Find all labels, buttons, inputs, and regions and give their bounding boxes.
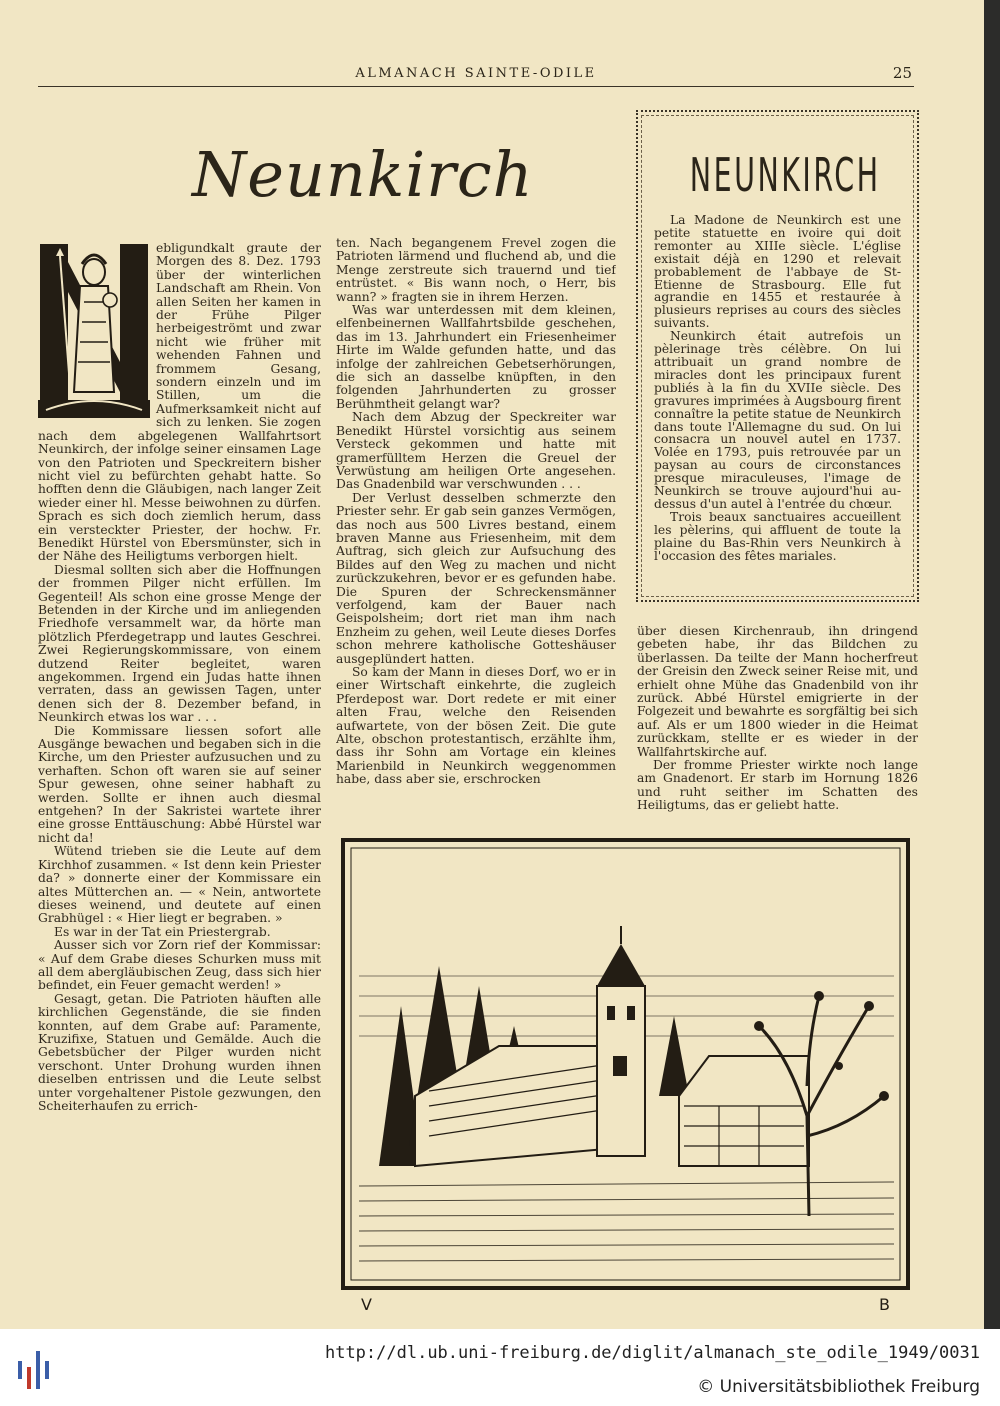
page-number: 25	[892, 64, 912, 82]
book-binding-edge	[984, 0, 1000, 1329]
paragraph: Die Kommissare liessen sofort alle Ausgänge bewachen und begaben sich in die Kirche, um den Priester aufzusuchen und zu verhaften. Schon oft waren sie auf seiner Spur gewesen, ohne seiner habhaft zu werden. Sollte er ihnen auch diesmal entgehen? In der Sakristei wartete ihrer eine grosse Enttäuschung: Abbé Hürstel war nicht da!	[38, 723, 321, 845]
paragraph: So kam der Mann in dieses Dorf, wo er in einer Wirtschaft einkehrte, die zugleich Pferdepost war. Dort redete er mit einer alten Frau, welche den Reisenden aufwartete, von der bösen Zeit. Die gute Alte, obschon protestantisch, erzählte ihm, dass ihr Sohn am Vortage ein kleines Marienbild in Neunkirch weggenommen habe, dass aber sie, erschrocken	[336, 665, 616, 787]
article-title: Neunkirch	[192, 138, 534, 211]
sidebar-box	[636, 110, 919, 602]
paragraph: Der Verlust desselben schmerzte den Priester sehr. Er gab sein ganzes Vermögen, das noch aus 500 Livres bestand, einem braven Manne aus Friesenheim, mit dem Auftrag, sich gleich zur Aufsuchung des Bildes auf den Weg zu machen und nicht zurückzukehren, bevor er es gefunden habe. Die Spuren der Schreckensmänner verfolgend, kam der Bauer nach Geispolsheim; dort riet man ihm nach Enzheim zu gehen, weil Leute dieses Dorfes schon mehrere katholische Gotteshäuser ausgeplündert hatten.	[336, 490, 616, 666]
box-paragraph: La Madone de Neunkirch est une petite statuette en ivoire qui doit remonter au XIIIe siècle. L'église existait déjà en 1290 et relevait probablement de l'abbaye de St-Etienne de Strasbourg. Elle fut agrandie en 1455 et restaurée à plusieurs reprises au cours des siècles suivants.	[654, 214, 901, 331]
box-paragraph: Neunkirch était autrefois un pèlerinage très célèbre. On lui attribuait un grand nombre de miracles dont les principaux furent publiés à la fin du XVIIe siècle. Des gravures imprimées à Augsbourg firent connaître la petite statue de Neunkirch dans toute l'Allemagne du sud. On lui consacra un nouvel autel en 1737. Volée en 1793, puis retrouvée par un paysan au cours de circonstances presque miraculeuses, l'image de Neunkirch se trouve aujourd'hui au-dessus d'un autel à l'entrée du chœur.	[654, 329, 901, 511]
article-column-3	[637, 625, 918, 820]
church-woodcut-illustration	[339, 836, 912, 1319]
box-paragraph: Trois beaux sanctuaires accueillent les pèlerins, qui affluent de toute la plaine du Bas-Rhin vers Neunkirch à l'occasion des fêtes mariales.	[654, 509, 901, 563]
artist-initial-right: B	[879, 1295, 890, 1314]
paragraph: ebligundkalt graute der Morgen des 8. Dez. 1793 über der winterlichen Landschaft am Rhein. Von allen Seiten her kamen in der Frühe Pilger herbeigeströmt und zwar nicht wie früher mit wehenden Fahnen und frommem Gesang, sondern einzeln und im Stillen, um die Aufmerksamkeit nicht auf sich zu lenken. Sie zogen nach dem abgelegenen Wallfahrtsort Neunkirch, der infolge seiner einsamen Lage von den Patrioten und Speckreitern bisher nicht viel zu befürchten gehabt hatte. So hofften denn die Gläubigen, nach langer Zeit wieder einer hl. Messe beiwohnen zu dürfen. Sprach es sich doch ziemlich herum, dass ein versteckter Priester, der hochw. Fr. Benedikt Hürstel von Ebersmünster, sich in der Nähe des Heiligtums verborgen hielt.	[38, 242, 321, 564]
paragraph: Ausser sich vor Zorn rief der Kommissar: « Auf dem Grabe dieses Schurken muss mit all dem abergläubischen Zeug, dass sich hier befindet, ein Feuer gemacht werden! »	[38, 938, 321, 993]
library-logo	[16, 1343, 56, 1393]
paragraph: Nach dem Abzug der Speckreiter war Benedikt Hürstel vorsichtig aus seinem Versteck gekommen und hatte mit gramerfülltem Herzen die Greuel der Verwüstung am heiligen Orte angesehen. Das Gnadenbild war verschwunden . . .	[336, 410, 616, 492]
paragraph: Es war in der Tat ein Priestergrab.	[54, 924, 271, 939]
running-header	[38, 64, 914, 87]
paragraph: über diesen Kirchenraub, ihn dringend gebeten habe, ihr das Bildchen zu überlassen. Da teilte der Mann hocherfreut der Greisin den Zweck seiner Reise mit, und erhielt ohne Mühe das Gnadenbild von ihr zurück. Abbé Hürstel emigrierte in der Folgezeit und bewahrte es sorgfältig bei sich auf. Als er um 1800 wieder in die Heimat zurückkam, stellte er es wieder in der Wallfahrtskirche auf.	[637, 625, 918, 759]
paragraph: Der fromme Priester wirkte noch lange am Gnadenort. Er starb im Hornung 1826 und ruht seither im Schatten des Heiligtums, das er geliebt hatte.	[637, 758, 918, 813]
drop-cap-madonna-illustration	[38, 242, 150, 418]
paragraph: Was war unterdessen mit dem kleinen, elfenbeinernen Wallfahrtsbilde geschehen, das im 13. Jahrhundert ein Friesenheimer Hirte im Walde gefunden hatte, und das infolge der zahlreichen Gebetserhörungen, die sich an dasselbe knüpften, in den folgenden Jahrhunderten zu grosser Berühmtheit gelangt war?	[336, 303, 616, 411]
paragraph: ten. Nach begangenem Frevel zogen die Patrioten lärmend und fluchend ab, und die Menge zerstreute sich trauernd und tief entrüstet. « Bis wann noch, o Herr, bis wann? » fragten sie in ihrem Herzen.	[336, 237, 616, 304]
box-text	[654, 214, 901, 588]
paragraph: Gesagt, getan. Die Patrioten häuften alle kirchlichen Gegenstände, die sie finden konnten, auf dem Grabe auf: Paramente, Kruzifixe, Statuen und Gemälde. Auch die Gebetsbücher der Pilger wurden nicht verschont. Unter Drohung wurden ihnen dieselben entrissen und die Leute selbst unter vorgehaltener Pistole gezwungen, den Scheiterhaufen zu errich-	[38, 991, 321, 1113]
article-column-2	[336, 237, 616, 822]
article-column-1	[38, 242, 321, 1329]
copyright-notice: © Universitätsbibliothek Freiburg	[697, 1377, 980, 1397]
artist-initial-left: V	[361, 1295, 372, 1314]
permalink-url[interactable]: http://dl.ub.uni-freiburg.de/diglit/almanach_ste_odile_1949/0031	[324, 1343, 980, 1363]
paragraph: Wütend trieben sie die Leute auf dem Kirchhof zusammen. « Ist denn kein Priester da? » donnerte einer der Kommissare ein altes Mütterchen an. — « Nein, antwortete dieses weinend, und deutete auf einen Grabhügel : « Hier liegt er begraben. »	[38, 844, 321, 926]
running-title: ALMANACH SAINTE-ODILE	[355, 66, 597, 81]
library-footer	[0, 1329, 1000, 1406]
paragraph: Diesmal sollten sich aber die Hoffnungen der frommen Pilger nicht erfüllen. Im Gegenteil! Als schon eine grosse Menge der Betenden in der Kirche und im anliegenden Friedhofe versammelt war, da hörte man plötzlich Pferdegetrapp und lautes Geschrei. Zwei Regierungskommissare, von einem dutzend Reiter begleitet, waren angekommen. Irgend ein Judas hatte ihnen verraten, dass an gewissen Tagen, unter denen sich der 8. Dezember befand, in Neunkirch etwas los war . . .	[38, 562, 321, 725]
box-title: NEUNKIRCH	[689, 148, 881, 202]
